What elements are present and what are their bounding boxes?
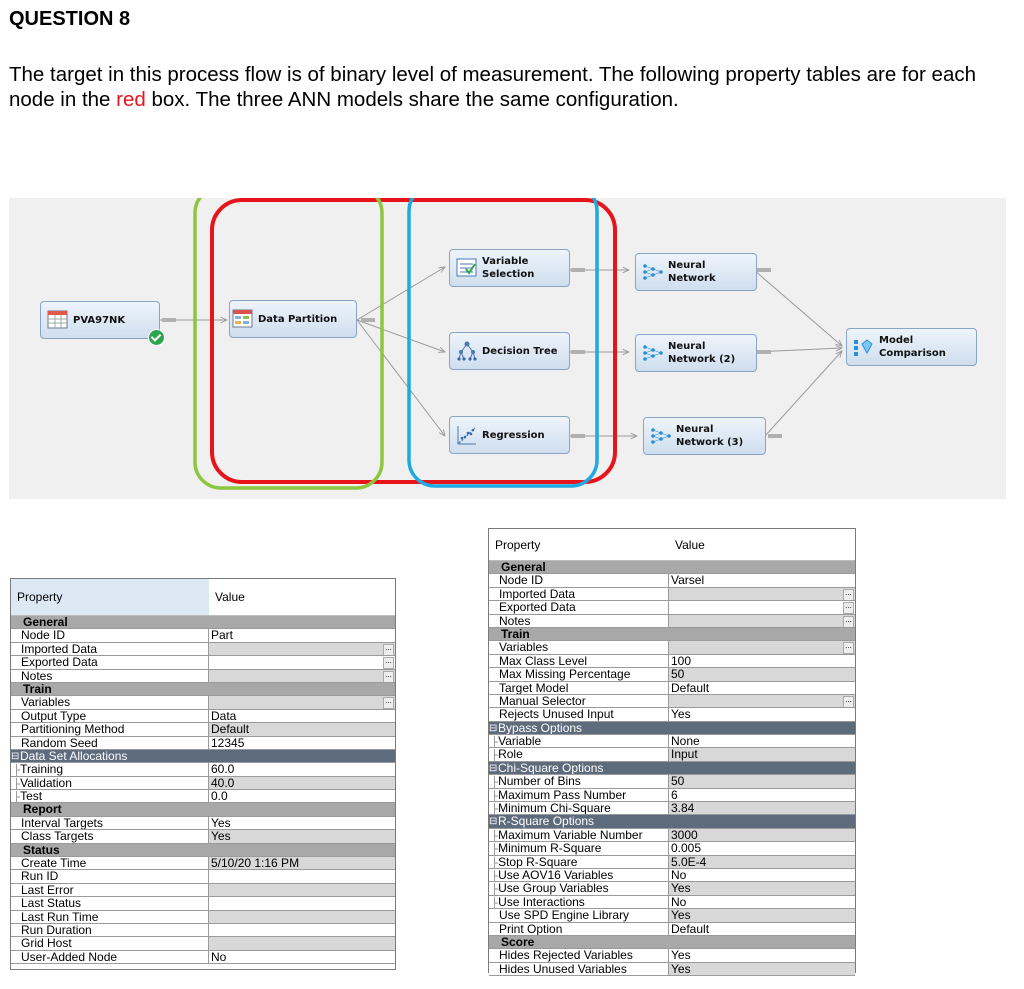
- variable-selection-icon: [456, 257, 478, 279]
- property-value[interactable]: [669, 601, 855, 614]
- node-model-comparison[interactable]: [846, 328, 977, 366]
- ellipsis-button[interactable]: ...: [383, 697, 394, 709]
- node-neural-network-2-label-line1: Neural: [668, 341, 706, 352]
- property-name: Output Type: [11, 710, 209, 723]
- property-row: [489, 695, 855, 708]
- property-row: [11, 817, 395, 830]
- property-value[interactable]: Input: [669, 748, 855, 761]
- group-header[interactable]: [489, 762, 855, 775]
- property-value[interactable]: Default: [669, 923, 855, 936]
- property-row: [11, 857, 395, 870]
- connector-nn1-mc: [754, 270, 842, 346]
- section-header: [489, 936, 855, 949]
- node-model-comparison-label-line1: Model: [879, 335, 914, 346]
- property-name: ├ Minimum Chi-Square: [489, 802, 669, 815]
- property-name: ⊟ Chi-Square Options: [489, 762, 855, 775]
- property-name: Train: [489, 628, 855, 641]
- property-name: Grid Host: [11, 937, 209, 950]
- section-header: [489, 561, 855, 574]
- property-row: [11, 911, 395, 924]
- neural-network-icon: [650, 425, 672, 447]
- node-regression-label: Regression: [482, 429, 545, 441]
- ellipsis-button[interactable]: ...: [383, 671, 394, 683]
- ellipsis-button[interactable]: ...: [843, 616, 854, 628]
- property-name: General: [11, 616, 395, 629]
- property-value[interactable]: No: [669, 896, 855, 909]
- property-name: ├ Number of Bins: [489, 775, 669, 788]
- property-name: ├ Variable: [489, 735, 669, 748]
- node-neural-network-2-label: [668, 340, 735, 366]
- property-name: Random Seed: [11, 737, 209, 750]
- property-row: [11, 870, 395, 883]
- property-name: Interval Targets: [11, 817, 209, 830]
- property-value[interactable]: [209, 884, 395, 897]
- property-row: [11, 924, 395, 937]
- property-name: Run Duration: [11, 924, 209, 937]
- property-name: ├ Validation: [11, 777, 209, 790]
- property-name: Manual Selector: [489, 695, 669, 708]
- property-value[interactable]: Yes: [669, 909, 855, 922]
- node-neural-network-2-label-line2: Network (2): [668, 354, 736, 365]
- node-variable-selection[interactable]: [449, 249, 570, 287]
- property-table-header: [489, 529, 855, 561]
- property-row: [489, 601, 855, 614]
- property-name: Node ID: [489, 574, 669, 587]
- property-value[interactable]: Yes: [669, 963, 855, 976]
- node-model-comparison-label-line2: Comparison: [879, 348, 946, 359]
- node-regression[interactable]: [449, 416, 570, 454]
- node-neural-network-3-label: [676, 423, 743, 449]
- property-table-header: [11, 579, 395, 616]
- property-row: [11, 696, 395, 709]
- node-decision-tree-label: Decision Tree: [482, 345, 558, 357]
- property-value[interactable]: [669, 641, 855, 654]
- property-row: [489, 802, 855, 815]
- property-value[interactable]: 12345: [209, 737, 395, 750]
- property-value[interactable]: 3000: [669, 829, 855, 842]
- property-value[interactable]: 50: [669, 775, 855, 788]
- property-name: Exported Data: [11, 656, 209, 669]
- property-row: [489, 682, 855, 695]
- property-row: [489, 655, 855, 668]
- property-value[interactable]: [209, 897, 395, 910]
- property-row: [11, 790, 395, 803]
- property-value[interactable]: Default: [669, 682, 855, 695]
- property-value[interactable]: [209, 656, 395, 669]
- ellipsis-button[interactable]: ...: [843, 589, 854, 601]
- property-rows: [11, 616, 395, 964]
- check-icon: [148, 329, 165, 346]
- property-name: Last Error: [11, 884, 209, 897]
- property-value[interactable]: 5.0E-4: [669, 856, 855, 869]
- property-value[interactable]: [209, 937, 395, 950]
- property-value[interactable]: No: [669, 869, 855, 882]
- node-variable-selection-label-line2: Selection: [482, 269, 535, 280]
- property-row: [489, 748, 855, 761]
- property-name: Max Class Level: [489, 655, 669, 668]
- property-name: ├ Use AOV16 Variables: [489, 869, 669, 882]
- green-box: [195, 198, 382, 488]
- group-header[interactable]: [489, 722, 855, 735]
- property-value[interactable]: 5/10/20 1:16 PM: [209, 857, 395, 870]
- question-text-part-1: The target in this process flow is of binary level of measurement. The following property tables are for each node in the: [9, 63, 977, 111]
- node-data-partition-label: Data Partition: [258, 313, 338, 325]
- property-row: [489, 588, 855, 601]
- property-value[interactable]: Yes: [209, 830, 395, 843]
- property-row: [489, 842, 855, 855]
- property-name: ├ Stop R-Square: [489, 856, 669, 869]
- node-neural-network-1[interactable]: [635, 253, 757, 291]
- property-value[interactable]: Data: [209, 710, 395, 723]
- property-name: ├ Test: [11, 790, 209, 803]
- group-header[interactable]: [489, 815, 855, 828]
- property-row: [489, 641, 855, 654]
- property-row: [489, 856, 855, 869]
- property-name: Print Option: [489, 923, 669, 936]
- property-value[interactable]: Yes: [669, 882, 855, 895]
- regression-icon: [456, 424, 478, 446]
- property-name: Exported Data: [489, 601, 669, 614]
- property-name: Class Targets: [11, 830, 209, 843]
- property-value[interactable]: Varsel: [669, 574, 855, 587]
- section-header: [489, 628, 855, 641]
- property-name: ├ Maximum Variable Number: [489, 829, 669, 842]
- property-row: [11, 670, 395, 683]
- property-name: ├ Training: [11, 763, 209, 776]
- property-value[interactable]: [209, 696, 395, 709]
- property-name: Partitioning Method: [11, 723, 209, 736]
- property-row: [489, 869, 855, 882]
- property-name: ⊟ Data Set Allocations: [11, 750, 395, 763]
- node-pva97nk[interactable]: [40, 301, 160, 339]
- partition-icon: [232, 308, 254, 330]
- property-row: [11, 763, 395, 776]
- property-value[interactable]: 50: [669, 668, 855, 681]
- property-row: [489, 735, 855, 748]
- node-decision-tree[interactable]: [449, 332, 570, 370]
- property-name: Max Missing Percentage: [489, 668, 669, 681]
- property-row: [489, 668, 855, 681]
- variable-selection-property-table: [488, 528, 856, 976]
- property-value[interactable]: 40.0: [209, 777, 395, 790]
- property-name: Run ID: [11, 870, 209, 883]
- ellipsis-button[interactable]: ...: [383, 657, 394, 669]
- group-header[interactable]: [11, 750, 395, 763]
- node-variable-selection-label: [482, 255, 534, 281]
- property-name: Score: [489, 936, 855, 949]
- property-name: Target Model: [489, 682, 669, 695]
- property-value[interactable]: Default: [209, 723, 395, 736]
- property-name: Use SPD Engine Library: [489, 909, 669, 922]
- property-name: Notes: [11, 670, 209, 683]
- property-value[interactable]: 3.84: [669, 802, 855, 815]
- node-data-partition[interactable]: [229, 300, 357, 338]
- property-row: [489, 615, 855, 628]
- property-value[interactable]: No: [209, 951, 395, 964]
- property-name: ├ Maximum Pass Number: [489, 789, 669, 802]
- property-column-header[interactable]: Property: [489, 529, 669, 560]
- property-name: Hides Rejected Variables: [489, 949, 669, 962]
- section-header: [11, 844, 395, 857]
- data-source-icon: [47, 309, 69, 331]
- question-text-part-2: box. The three ANN models share the same configuration.: [145, 88, 679, 111]
- section-header: [11, 616, 395, 629]
- property-value[interactable]: [669, 695, 855, 708]
- property-name: Notes: [489, 615, 669, 628]
- property-name: ⊟ R-Square Options: [489, 815, 855, 828]
- property-row: [11, 656, 395, 669]
- property-row: [489, 963, 855, 976]
- property-value[interactable]: 0.005: [669, 842, 855, 855]
- value-column-header[interactable]: Value: [209, 579, 395, 615]
- property-name: Rejects Unused Input: [489, 708, 669, 721]
- property-name: Create Time: [11, 857, 209, 870]
- property-name: User-Added Node: [11, 951, 209, 964]
- property-row: [11, 643, 395, 656]
- property-row: [489, 949, 855, 962]
- ellipsis-button[interactable]: ...: [843, 696, 854, 708]
- ellipsis-button[interactable]: ...: [843, 642, 854, 654]
- property-value[interactable]: [209, 870, 395, 883]
- property-name: Variables: [489, 641, 669, 654]
- property-value[interactable]: [209, 643, 395, 656]
- question-text-red-word: red: [116, 88, 146, 111]
- node-variable-selection-label-line1: Variable: [482, 256, 529, 267]
- data-partition-property-table: [10, 578, 396, 970]
- property-value[interactable]: Yes: [209, 817, 395, 830]
- section-header: [11, 803, 395, 816]
- property-row: [489, 896, 855, 909]
- property-name: ⊟ Bypass Options: [489, 722, 855, 735]
- property-name: ├ Use Interactions: [489, 896, 669, 909]
- property-value[interactable]: Part: [209, 629, 395, 642]
- property-name: Status: [11, 844, 395, 857]
- property-name: Report: [11, 803, 395, 816]
- property-column-header[interactable]: Property: [11, 579, 209, 615]
- property-row: [489, 708, 855, 721]
- property-name: Train: [11, 683, 395, 696]
- ellipsis-button[interactable]: ...: [383, 644, 394, 656]
- property-name: ├ Use Group Variables: [489, 882, 669, 895]
- property-name: Imported Data: [11, 643, 209, 656]
- property-name: Last Run Time: [11, 911, 209, 924]
- property-row: [489, 775, 855, 788]
- property-value[interactable]: None: [669, 735, 855, 748]
- property-row: [489, 574, 855, 587]
- node-neural-network-3-label-line2: Network (3): [676, 437, 744, 448]
- node-neural-network-3[interactable]: [643, 417, 766, 455]
- property-value[interactable]: 6: [669, 789, 855, 802]
- property-rows: [489, 561, 855, 976]
- connector-partition-tree: [357, 320, 445, 352]
- property-value[interactable]: [669, 588, 855, 601]
- property-value[interactable]: 0.0: [209, 790, 395, 803]
- property-value[interactable]: [209, 670, 395, 683]
- property-row: [11, 884, 395, 897]
- property-row: [11, 777, 395, 790]
- property-row: [489, 909, 855, 922]
- property-row: [11, 830, 395, 843]
- property-row: [11, 937, 395, 950]
- node-neural-network-3-label-line1: Neural: [676, 424, 714, 435]
- property-value[interactable]: [209, 911, 395, 924]
- property-row: [489, 882, 855, 895]
- property-name: Variables: [11, 696, 209, 709]
- connector-partition-reg: [357, 320, 445, 436]
- property-value[interactable]: Yes: [669, 708, 855, 721]
- node-model-comparison-label: [879, 334, 946, 360]
- property-row: [489, 789, 855, 802]
- property-row: [11, 897, 395, 910]
- property-value[interactable]: [209, 924, 395, 937]
- property-value[interactable]: [669, 615, 855, 628]
- property-name: Hides Unused Variables: [489, 963, 669, 976]
- section-header: [11, 683, 395, 696]
- value-column-header[interactable]: Value: [669, 529, 855, 560]
- property-row: [489, 923, 855, 936]
- neural-network-icon: [642, 342, 664, 364]
- node-neural-network-1-label: Neural Network: [668, 260, 716, 284]
- connector-partition-varsel: [357, 267, 445, 320]
- property-name: Last Status: [11, 897, 209, 910]
- node-pva97nk-label: PVA97NK: [73, 314, 126, 326]
- property-row: [11, 951, 395, 964]
- property-name: ├ Minimum R-Square: [489, 842, 669, 855]
- property-name: Imported Data: [489, 588, 669, 601]
- property-name: Node ID: [11, 629, 209, 642]
- tree-icon: [456, 340, 478, 362]
- question-title: QUESTION 8: [9, 8, 131, 30]
- property-value[interactable]: Yes: [669, 949, 855, 962]
- property-value[interactable]: 100: [669, 655, 855, 668]
- neural-network-icon: [642, 261, 664, 283]
- model-comparison-icon: [853, 336, 875, 358]
- property-row: [11, 737, 395, 750]
- property-row: [11, 723, 395, 736]
- connector-nn3-mc: [765, 351, 842, 436]
- node-neural-network-2[interactable]: [635, 334, 757, 372]
- property-name: General: [489, 561, 855, 574]
- question-text: [9, 62, 999, 112]
- property-row: [11, 629, 395, 642]
- ellipsis-button[interactable]: ...: [843, 602, 854, 614]
- property-row: [489, 829, 855, 842]
- property-value[interactable]: 60.0: [209, 763, 395, 776]
- property-name: ├ Role: [489, 748, 669, 761]
- property-row: [11, 710, 395, 723]
- process-flow-diagram: [9, 198, 1006, 499]
